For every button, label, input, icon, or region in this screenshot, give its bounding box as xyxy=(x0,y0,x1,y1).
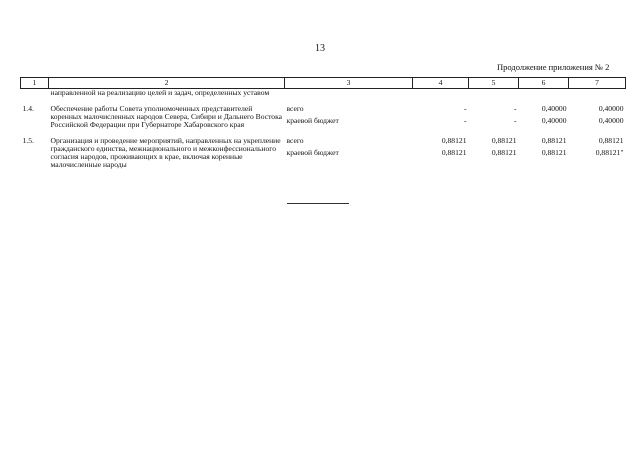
carryover-text: направленной на реализацию целей и задач, определенных уставом xyxy=(50,88,270,97)
row-source: краевой бюджет xyxy=(286,115,339,125)
row-value-col4: 0,88121 xyxy=(441,147,467,157)
column-header-1: 1 xyxy=(21,78,49,89)
page-number: 13 xyxy=(315,43,325,54)
appendix-table xyxy=(20,77,626,169)
table-row xyxy=(21,105,626,129)
appendix-continuation-label: Продолжение приложения № 2 xyxy=(497,62,610,72)
column-header-3: 3 xyxy=(285,78,413,89)
row-value-col7: 0,88121" xyxy=(595,147,624,157)
row-number: 1.4. xyxy=(22,103,34,113)
row-value-col7: 0,40000 xyxy=(598,103,624,113)
table-header-row xyxy=(21,78,626,89)
row-source: краевой бюджет xyxy=(286,147,339,157)
row-value-col7: 0,88121 xyxy=(598,135,624,145)
row-value-col5: - xyxy=(513,103,517,113)
row-value-col4: - xyxy=(463,115,467,125)
row-source: всего xyxy=(286,135,304,145)
row-value-col5: 0,88121 xyxy=(491,147,517,157)
row-value-col6: 0,88121 xyxy=(541,147,567,157)
closing-divider-line xyxy=(287,203,349,204)
table-row xyxy=(21,137,626,169)
row-value-col6: 0,40000 xyxy=(541,103,567,113)
row-name: Организация и проведение мероприятий, направленных на укрепление гражданского единства, межнационального и межконфессионального согласия народов, проживающих в крае, включая коренные малочисленные народы xyxy=(50,135,281,169)
column-header-6: 6 xyxy=(519,78,569,89)
row-number: 1.5. xyxy=(22,135,34,145)
carryover-row xyxy=(21,89,626,97)
row-value-col7: 0,40000 xyxy=(598,115,624,125)
row-value-col5: - xyxy=(513,115,517,125)
row-value-col6: 0,88121 xyxy=(541,135,567,145)
column-header-5: 5 xyxy=(469,78,519,89)
column-header-7: 7 xyxy=(569,78,626,89)
row-value-col5: 0,88121 xyxy=(491,135,517,145)
row-name: Обеспечение работы Совета уполномоченных представителей коренных малочисленных народов Севера, Сибири и Дальнего Востока Российской Федерации при Губернаторе Хабаровского края xyxy=(50,103,283,129)
row-value-col4: - xyxy=(463,103,467,113)
row-value-col4: 0,88121 xyxy=(441,135,467,145)
column-header-4: 4 xyxy=(413,78,469,89)
column-header-2: 2 xyxy=(49,78,285,89)
row-value-col6: 0,40000 xyxy=(541,115,567,125)
row-source: всего xyxy=(286,103,304,113)
